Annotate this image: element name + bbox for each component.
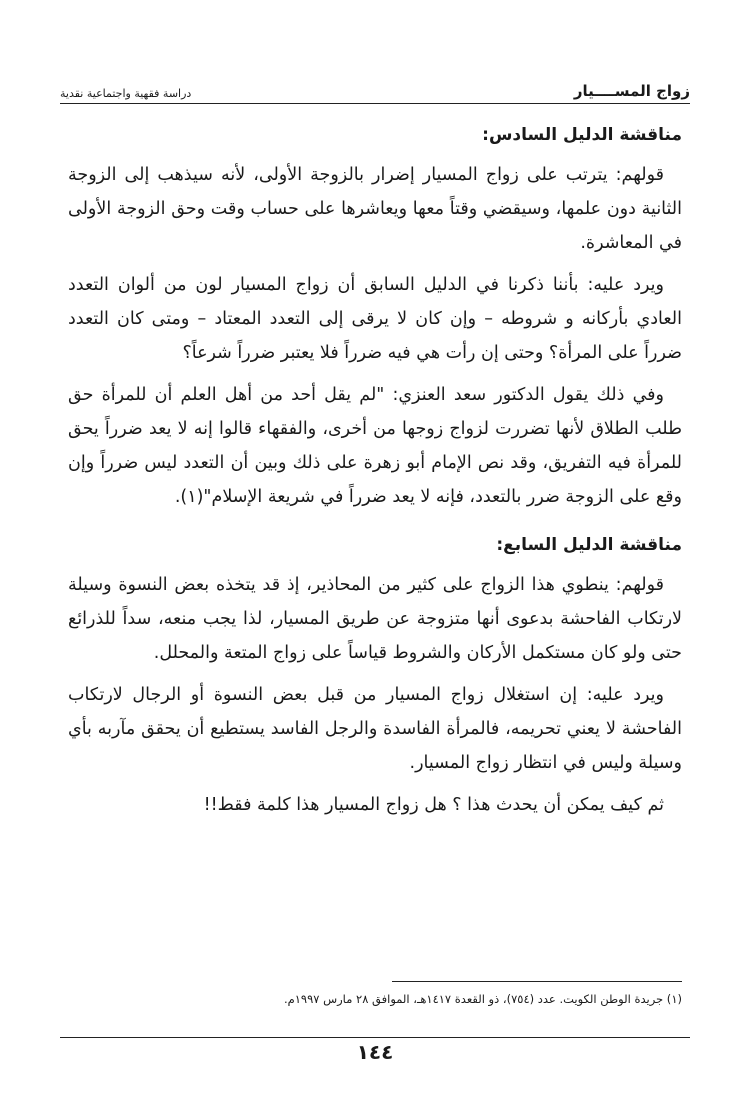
header-divider (60, 103, 690, 104)
section-heading-sixth: مناقشة الدليل السادس: (482, 125, 682, 145)
book-title: زواج المســــيار (573, 82, 690, 100)
paragraph: قولهم: يترتب على زواج المسيار إضرار بالزوجة الأولى، لأنه سيذهب إلى الزوجة الثانية دون علمها، وسيقضي وقتاً معها ويعاشرها على حساب وقت وحق الزوجة الأولى في المعاشرة. (68, 165, 682, 253)
footnote: (١) جريدة الوطن الكويت. عدد (٧٥٤)، ذو القعدة ١٤١٧هـ، الموافق ٢٨ مارس ١٩٩٧م. (283, 992, 682, 1006)
page-body (68, 118, 682, 830)
paragraph: قولهم: ينطوي هذا الزواج على كثير من المحاذير، إذ قد يتخذه بعض النسوة وسيلة لارتكاب الفاحشة بدعوى أنها متزوجة عن طريق المسيار، لذا يجب منعه، سداً للذرائع حتى ولو كان مستكمل الأركان والشروط قياساً على زواج المتعة والمحلل. (68, 575, 682, 663)
running-header (60, 78, 690, 100)
paragraph: ثم كيف يمكن أن يحدث هذا ؟ هل زواج المسيار هذا كلمة فقط!! (203, 795, 664, 815)
paragraph: ويرد عليه: بأننا ذكرنا في الدليل السابق أن زواج المسيار لون من ألوان التعدد العادي بأركانه و شروطه – وإن كان لا يرقى إلى التعدد المعتاد – ومتى كان التعدد ضرراً على المرأة؟ وحتى إن رأت هي فيه ضرراً فلا يعتبر ضرراً شرعاً؟ (68, 275, 682, 363)
section-heading-seventh: مناقشة الدليل السابع: (496, 535, 682, 555)
page-number: ١٤٤ (356, 1040, 394, 1064)
paragraph: ويرد عليه: إن استغلال زواج المسيار من قبل بعض النسوة أو الرجال لارتكاب الفاحشة لا يعني تحريمه، فالمرأة الفاسدة والرجل الفاسد يستطيع أن يحقق مآربه بأي وسيلة وليس في انتظار زواج المسيار. (68, 685, 682, 773)
paragraph: وفي ذلك يقول الدكتور سعد العنزي: "لم يقل أحد من أهل العلم أن للمرأة حق طلب الطلاق لأنها تضررت لزواج زوجها من أخرى، والفقهاء قالوا إنه لا يعد ضرراً يحق للمرأة فيه التفريق، وقد نص الإمام أبو زهرة على ذلك وبين أن التعدد ليس ضرراً وإن وقع على الزوجة ضرر بالتعدد، فإنه لا يعد ضرراً في شريعة الإسلام"(١). (68, 385, 682, 507)
footnote-divider (392, 981, 682, 982)
footer-divider (60, 1037, 690, 1038)
book-subtitle: دراسة فقهية واجتماعية نقدية (60, 87, 192, 100)
